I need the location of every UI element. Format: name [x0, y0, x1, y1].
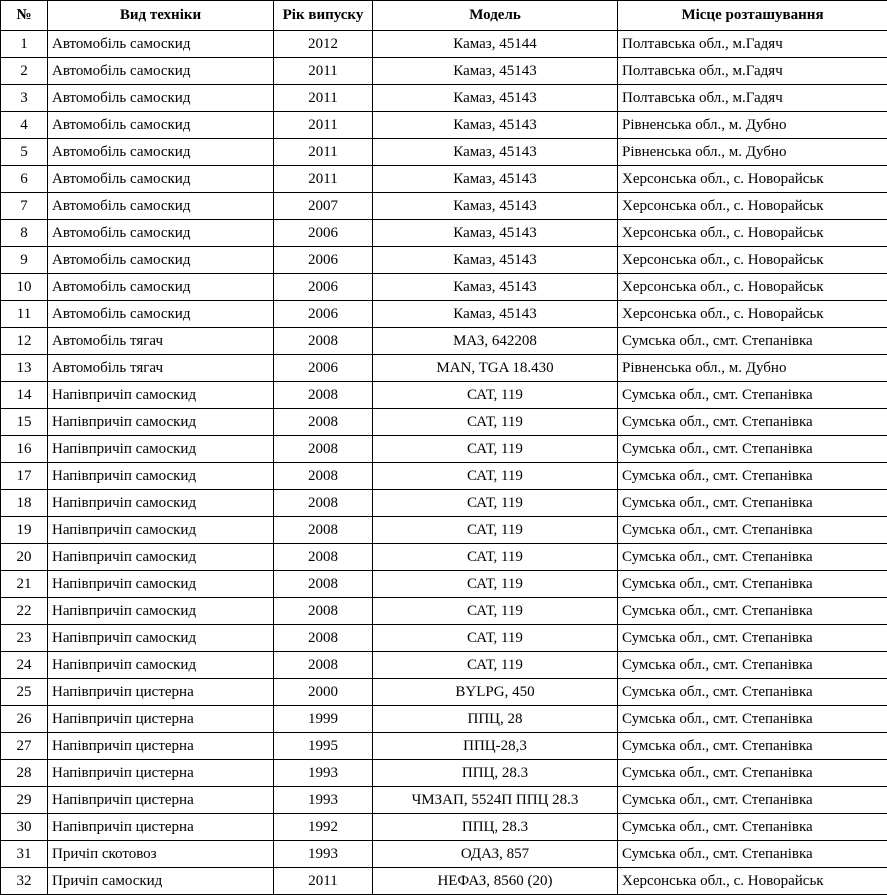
- cell-year: 2008: [274, 463, 373, 490]
- table-row: [1, 652, 887, 679]
- cell-number: 9: [1, 247, 48, 274]
- cell-equipment-type: Автомобіль самоскид: [48, 274, 274, 301]
- cell-model: МАЗ, 642208: [373, 328, 618, 355]
- header-year: Рік випуску: [274, 1, 373, 31]
- cell-location: Сумська обл., смт. Степанівка: [618, 841, 887, 868]
- cell-equipment-type: Напівпричіп цистерна: [48, 706, 274, 733]
- table-row: [1, 841, 887, 868]
- cell-location: Херсонська обл., с. Новорайськ: [618, 274, 887, 301]
- header-number: №: [1, 1, 48, 31]
- cell-number: 31: [1, 841, 48, 868]
- cell-location: Сумська обл., смт. Степанівка: [618, 652, 887, 679]
- cell-number: 24: [1, 652, 48, 679]
- cell-number: 7: [1, 193, 48, 220]
- cell-location: Херсонська обл., с. Новорайськ: [618, 166, 887, 193]
- cell-equipment-type: Автомобіль самоскид: [48, 301, 274, 328]
- cell-year: 2006: [274, 301, 373, 328]
- cell-year: 2000: [274, 679, 373, 706]
- cell-equipment-type: Напівпричіп самоскид: [48, 517, 274, 544]
- cell-location: Сумська обл., смт. Степанівка: [618, 706, 887, 733]
- cell-equipment-type: Напівпричіп цистерна: [48, 760, 274, 787]
- cell-model: САТ, 119: [373, 625, 618, 652]
- cell-year: 2008: [274, 571, 373, 598]
- cell-model: MAN, TGA 18.430: [373, 355, 618, 382]
- cell-location: Сумська обл., смт. Степанівка: [618, 409, 887, 436]
- cell-year: 2008: [274, 598, 373, 625]
- cell-equipment-type: Напівпричіп самоскид: [48, 544, 274, 571]
- cell-year: 2006: [274, 220, 373, 247]
- cell-location: Сумська обл., смт. Степанівка: [618, 679, 887, 706]
- table-row: [1, 436, 887, 463]
- cell-number: 5: [1, 139, 48, 166]
- cell-equipment-type: Напівпричіп цистерна: [48, 787, 274, 814]
- cell-year: 2008: [274, 652, 373, 679]
- table-row: [1, 733, 887, 760]
- table-row: [1, 760, 887, 787]
- cell-number: 17: [1, 463, 48, 490]
- cell-year: 2008: [274, 382, 373, 409]
- cell-equipment-type: Автомобіль самоскид: [48, 193, 274, 220]
- table-row: [1, 409, 887, 436]
- table-row: [1, 679, 887, 706]
- cell-number: 30: [1, 814, 48, 841]
- table-row: [1, 139, 887, 166]
- cell-equipment-type: Автомобіль самоскид: [48, 166, 274, 193]
- cell-number: 29: [1, 787, 48, 814]
- cell-location: Полтавська обл., м.Гадяч: [618, 58, 887, 85]
- cell-location: Сумська обл., смт. Степанівка: [618, 517, 887, 544]
- cell-model: ЧМЗАП, 5524П ППЦ 28.3: [373, 787, 618, 814]
- cell-model: Камаз, 45143: [373, 166, 618, 193]
- cell-year: 2008: [274, 328, 373, 355]
- cell-location: Херсонська обл., с. Новорайськ: [618, 247, 887, 274]
- cell-location: Полтавська обл., м.Гадяч: [618, 85, 887, 112]
- cell-year: 2011: [274, 166, 373, 193]
- cell-model: САТ, 119: [373, 571, 618, 598]
- table-row: [1, 625, 887, 652]
- cell-equipment-type: Причіп самоскид: [48, 868, 274, 895]
- cell-model: НЕФАЗ, 8560 (20): [373, 868, 618, 895]
- cell-number: 18: [1, 490, 48, 517]
- cell-model: Камаз, 45143: [373, 193, 618, 220]
- cell-number: 25: [1, 679, 48, 706]
- cell-location: Полтавська обл., м.Гадяч: [618, 31, 887, 58]
- cell-location: Сумська обл., смт. Степанівка: [618, 463, 887, 490]
- cell-equipment-type: Автомобіль самоскид: [48, 139, 274, 166]
- cell-model: ППЦ, 28.3: [373, 760, 618, 787]
- cell-year: 2008: [274, 436, 373, 463]
- cell-equipment-type: Автомобіль самоскид: [48, 112, 274, 139]
- cell-number: 23: [1, 625, 48, 652]
- cell-year: 2011: [274, 85, 373, 112]
- cell-location: Сумська обл., смт. Степанівка: [618, 733, 887, 760]
- cell-number: 26: [1, 706, 48, 733]
- cell-model: ОДАЗ, 857: [373, 841, 618, 868]
- table-row: [1, 463, 887, 490]
- cell-equipment-type: Автомобіль тягач: [48, 355, 274, 382]
- cell-number: 6: [1, 166, 48, 193]
- cell-location: Рівненська обл., м. Дубно: [618, 355, 887, 382]
- cell-year: 2011: [274, 112, 373, 139]
- cell-year: 2008: [274, 409, 373, 436]
- cell-location: Херсонська обл., с. Новорайськ: [618, 868, 887, 895]
- cell-model: BYLPG, 450: [373, 679, 618, 706]
- cell-location: Херсонська обл., с. Новорайськ: [618, 220, 887, 247]
- table-row: [1, 787, 887, 814]
- cell-model: САТ, 119: [373, 436, 618, 463]
- cell-model: ППЦ, 28: [373, 706, 618, 733]
- cell-year: 1992: [274, 814, 373, 841]
- cell-equipment-type: Напівпричіп самоскид: [48, 652, 274, 679]
- cell-year: 1993: [274, 841, 373, 868]
- cell-number: 16: [1, 436, 48, 463]
- cell-location: Рівненська обл., м. Дубно: [618, 139, 887, 166]
- cell-equipment-type: Напівпричіп самоскид: [48, 436, 274, 463]
- cell-number: 11: [1, 301, 48, 328]
- table-row: [1, 517, 887, 544]
- cell-model: Камаз, 45143: [373, 274, 618, 301]
- cell-number: 14: [1, 382, 48, 409]
- cell-number: 1: [1, 31, 48, 58]
- cell-number: 20: [1, 544, 48, 571]
- cell-model: ППЦ, 28.3: [373, 814, 618, 841]
- table-row: [1, 274, 887, 301]
- cell-number: 3: [1, 85, 48, 112]
- cell-model: САТ, 119: [373, 382, 618, 409]
- cell-model: Камаз, 45143: [373, 220, 618, 247]
- cell-equipment-type: Напівпричіп цистерна: [48, 733, 274, 760]
- cell-number: 8: [1, 220, 48, 247]
- table-row: [1, 31, 887, 58]
- cell-location: Сумська обл., смт. Степанівка: [618, 544, 887, 571]
- cell-model: Камаз, 45144: [373, 31, 618, 58]
- cell-model: ППЦ-28,3: [373, 733, 618, 760]
- cell-location: Рівненська обл., м. Дубно: [618, 112, 887, 139]
- cell-year: 2006: [274, 274, 373, 301]
- header-equipment-type: Вид техніки: [48, 1, 274, 31]
- cell-equipment-type: Напівпричіп самоскид: [48, 463, 274, 490]
- table-row: [1, 571, 887, 598]
- cell-number: 19: [1, 517, 48, 544]
- table-row: [1, 355, 887, 382]
- table-row: [1, 328, 887, 355]
- table-row: [1, 544, 887, 571]
- cell-location: Сумська обл., смт. Степанівка: [618, 490, 887, 517]
- table-row: [1, 706, 887, 733]
- cell-location: Херсонська обл., с. Новорайськ: [618, 193, 887, 220]
- table-row: [1, 220, 887, 247]
- cell-number: 22: [1, 598, 48, 625]
- cell-year: 2006: [274, 355, 373, 382]
- cell-equipment-type: Автомобіль самоскид: [48, 220, 274, 247]
- cell-year: 2011: [274, 139, 373, 166]
- cell-equipment-type: Автомобіль самоскид: [48, 31, 274, 58]
- cell-equipment-type: Автомобіль самоскид: [48, 247, 274, 274]
- cell-number: 13: [1, 355, 48, 382]
- cell-model: САТ, 119: [373, 544, 618, 571]
- cell-location: Сумська обл., смт. Степанівка: [618, 814, 887, 841]
- cell-year: 1995: [274, 733, 373, 760]
- cell-model: САТ, 119: [373, 409, 618, 436]
- cell-model: САТ, 119: [373, 463, 618, 490]
- cell-model: САТ, 119: [373, 598, 618, 625]
- cell-equipment-type: Напівпричіп самоскид: [48, 571, 274, 598]
- cell-equipment-type: Напівпричіп самоскид: [48, 382, 274, 409]
- cell-location: Сумська обл., смт. Степанівка: [618, 436, 887, 463]
- table-row: [1, 193, 887, 220]
- cell-year: 2011: [274, 868, 373, 895]
- cell-location: Херсонська обл., с. Новорайськ: [618, 301, 887, 328]
- cell-model: Камаз, 45143: [373, 139, 618, 166]
- table-row: [1, 112, 887, 139]
- cell-number: 2: [1, 58, 48, 85]
- cell-location: Сумська обл., смт. Степанівка: [618, 382, 887, 409]
- cell-number: 15: [1, 409, 48, 436]
- cell-model: САТ, 119: [373, 652, 618, 679]
- table-body: [1, 31, 887, 895]
- cell-equipment-type: Напівпричіп самоскид: [48, 409, 274, 436]
- cell-year: 2008: [274, 490, 373, 517]
- cell-model: Камаз, 45143: [373, 112, 618, 139]
- cell-location: Сумська обл., смт. Степанівка: [618, 760, 887, 787]
- cell-model: САТ, 119: [373, 517, 618, 544]
- cell-model: САТ, 119: [373, 490, 618, 517]
- table-row: [1, 868, 887, 895]
- cell-number: 12: [1, 328, 48, 355]
- cell-number: 28: [1, 760, 48, 787]
- cell-year: 1993: [274, 787, 373, 814]
- cell-location: Сумська обл., смт. Степанівка: [618, 571, 887, 598]
- table-row: [1, 166, 887, 193]
- table-row: [1, 382, 887, 409]
- cell-location: Сумська обл., смт. Степанівка: [618, 598, 887, 625]
- cell-year: 2007: [274, 193, 373, 220]
- cell-model: Камаз, 45143: [373, 301, 618, 328]
- table-row: [1, 598, 887, 625]
- cell-equipment-type: Напівпричіп цистерна: [48, 814, 274, 841]
- cell-number: 10: [1, 274, 48, 301]
- cell-location: Сумська обл., смт. Степанівка: [618, 787, 887, 814]
- cell-model: Камаз, 45143: [373, 85, 618, 112]
- table-row: [1, 85, 887, 112]
- cell-number: 32: [1, 868, 48, 895]
- cell-year: 2008: [274, 544, 373, 571]
- header-location: Місце розташування: [618, 1, 887, 31]
- cell-equipment-type: Причіп скотовоз: [48, 841, 274, 868]
- cell-year: 2006: [274, 247, 373, 274]
- cell-year: 2008: [274, 625, 373, 652]
- table-row: [1, 58, 887, 85]
- cell-model: Камаз, 45143: [373, 247, 618, 274]
- cell-number: 4: [1, 112, 48, 139]
- cell-year: 2012: [274, 31, 373, 58]
- table-row: [1, 490, 887, 517]
- cell-number: 27: [1, 733, 48, 760]
- cell-year: 1999: [274, 706, 373, 733]
- header-row: [1, 1, 887, 31]
- cell-location: Сумська обл., смт. Степанівка: [618, 625, 887, 652]
- cell-equipment-type: Автомобіль самоскид: [48, 58, 274, 85]
- cell-year: 2011: [274, 58, 373, 85]
- table-row: [1, 814, 887, 841]
- cell-equipment-type: Автомобіль самоскид: [48, 85, 274, 112]
- cell-equipment-type: Напівпричіп цистерна: [48, 679, 274, 706]
- cell-year: 1993: [274, 760, 373, 787]
- cell-year: 2008: [274, 517, 373, 544]
- cell-equipment-type: Напівпричіп самоскид: [48, 598, 274, 625]
- cell-equipment-type: Напівпричіп самоскид: [48, 625, 274, 652]
- cell-equipment-type: Автомобіль тягач: [48, 328, 274, 355]
- cell-equipment-type: Напівпричіп самоскид: [48, 490, 274, 517]
- cell-location: Сумська обл., смт. Степанівка: [618, 328, 887, 355]
- table-row: [1, 247, 887, 274]
- header-model: Модель: [373, 1, 618, 31]
- cell-model: Камаз, 45143: [373, 58, 618, 85]
- cell-number: 21: [1, 571, 48, 598]
- table-row: [1, 301, 887, 328]
